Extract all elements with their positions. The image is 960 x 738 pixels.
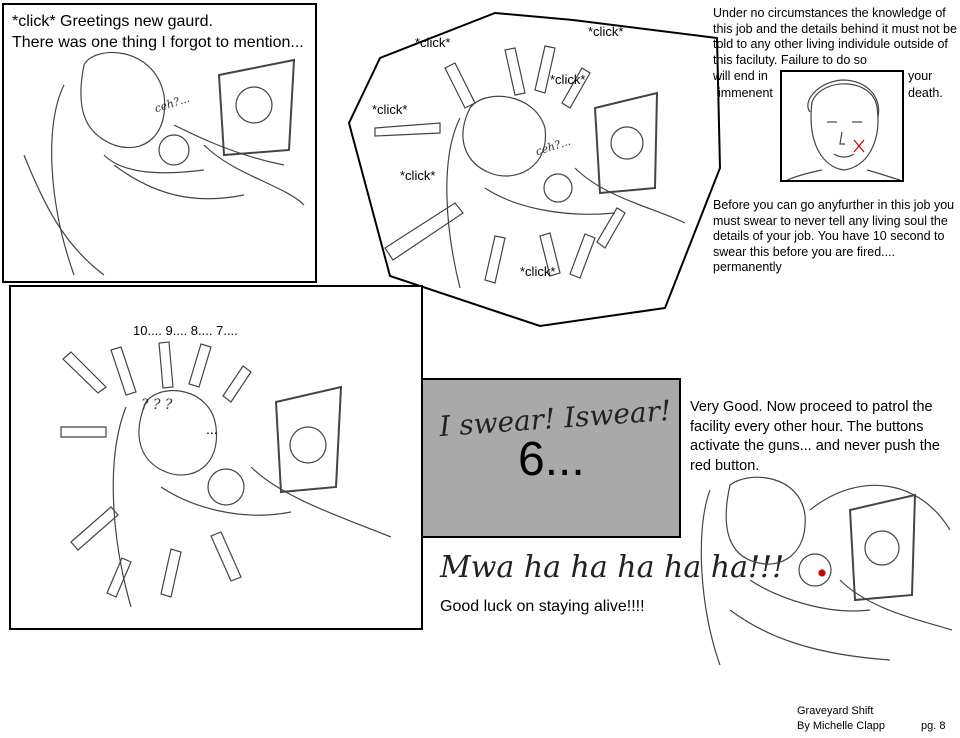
warning-left-a: will end in <box>713 69 768 83</box>
panel-2-click-5: *click* <box>400 168 436 183</box>
panel-2-click-1: *click* <box>588 24 624 39</box>
portrait-sketch <box>782 72 902 180</box>
panel-2-sfx: ceh?... <box>533 134 573 159</box>
panel-3-question: ? ? ? <box>141 397 173 413</box>
panel-2-click-3: *click* <box>550 72 586 87</box>
panel-4-handwriting: I swear! Iswear! <box>438 393 673 444</box>
warning-swear: Before you can go anyfurther in this job you must swear to never tell any living soul the details of your job. You have 10 second to swear this before you are fired.... permanently <box>713 198 955 274</box>
portrait <box>780 70 904 182</box>
panel-3-sketch <box>11 287 421 628</box>
footer-title: Graveyard Shift <box>797 705 874 717</box>
panel-1-caption: *click* Greetings new gaurd. There was one thing I forgot to mention... <box>12 13 304 51</box>
panel-2-click-4: *click* <box>372 102 408 117</box>
panel-3 <box>9 285 423 630</box>
footer-page: pg. 8 <box>921 720 946 732</box>
warning-right-b: death. <box>908 86 943 100</box>
panel-3-countdown: 10.... 9.... 8.... 7.... <box>133 323 238 338</box>
panel-2-click-2: *click* <box>415 35 451 50</box>
panel-3-dots: ... <box>206 421 218 437</box>
laugh-handwriting: Mwa ha ha ha ha ha!!! <box>440 550 785 585</box>
panel-2-click-6: *click* <box>520 264 556 279</box>
warning-left-b: immenent <box>718 86 773 100</box>
panel-1 <box>2 3 317 283</box>
panel-1-sfx: ceh?... <box>152 91 192 116</box>
footer-author: By Michelle Clapp <box>797 720 886 732</box>
laugh-caption: Good luck on staying alive!!!! <box>440 598 645 615</box>
warning-intro: Under no circumstances the knowledge of this job and the details behind it must not be told to any other living individule outside of this faciluty. Failure to do so <box>713 6 957 67</box>
panel-4 <box>421 378 681 538</box>
panel-5-sketch <box>690 470 955 670</box>
warning-right-a: your <box>908 69 933 83</box>
panel-4-count: 6... <box>518 433 585 486</box>
panel-5-caption: Very Good. Now proceed to patrol the facility every other hour. The buttons activate the guns... and never push the red button. <box>690 399 940 474</box>
